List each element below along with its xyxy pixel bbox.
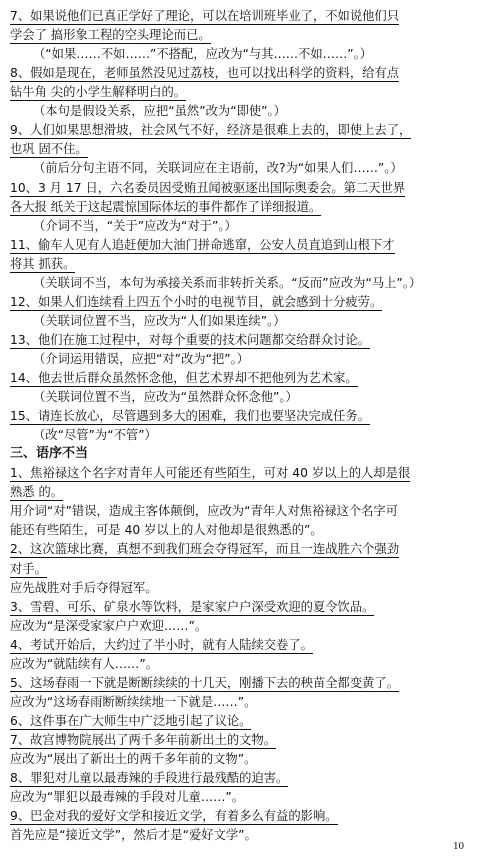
underlined-sentence: 13、他们在施工过程中，对每个重要的技术问题都交给群众讨论。	[10, 332, 370, 347]
underlined-sentence: 15、请连长放心，尽管遇到多大的困难，我们也要坚决完成任务。	[10, 409, 370, 424]
text-line	[10, 749, 478, 769]
text-line	[33, 273, 478, 293]
underlined-sentence: 1、焦裕禄这个名字对青年人可能还有些陌生，可对 40 岁以上的人却是很	[10, 466, 411, 481]
underlined-sentence: 学会了 搞形象工程的空头理论而已。	[10, 28, 211, 43]
text-line	[10, 330, 478, 350]
text-line	[10, 139, 478, 159]
text-line	[10, 406, 478, 426]
line-text: （本句是假设关系，应把“虽然”改为“即使”。）	[33, 104, 286, 119]
underlined-sentence: 将其 抓获。	[10, 256, 76, 271]
text-line	[10, 178, 478, 198]
underlined-sentence: 熟悉 的。	[10, 485, 64, 500]
underlined-sentence: 12、如果人们连续看上四五个小时的电视节目，就会感到十分疲劳。	[10, 294, 383, 309]
text-line	[10, 597, 478, 617]
text-line	[10, 235, 478, 255]
text-line	[10, 501, 478, 521]
text-line	[10, 292, 478, 312]
text-line	[10, 787, 478, 807]
text-line	[10, 368, 478, 388]
underlined-sentence: 5、这场春雨一下就是断断续续的十几天，刚播下去的秧苗全都变黄了。	[10, 675, 400, 690]
underlined-sentence: 2、这次篮球比赛，真想不到我们班会夺得冠军，而且一连战胜六个强劲	[10, 542, 400, 557]
underlined-sentence: 6、这件事在广大师生中广泛地引起了议论。	[10, 713, 252, 728]
underlined-sentence: 9、巴金对我的爱好文学和接近文学，有着多么有益的影响。	[10, 809, 338, 824]
line-text: （前后分句主语不同，关联词应在主语前，改?为“如果人们……”。）	[33, 161, 403, 176]
underlined-sentence: 3、雪碧、可乐、矿泉水等饮料，是家家户户深受欢迎的夏令饮品。	[10, 599, 375, 614]
underlined-sentence: 8、罪犯对儿童以最毒辣的手段进行最残酷的迫害。	[10, 771, 289, 785]
line-text: 三、语序不当	[10, 446, 89, 462]
text-line	[10, 673, 478, 693]
text-line	[10, 692, 478, 712]
text-line	[33, 387, 478, 407]
line-text: （“如果……不如……”不搭配，应改为“与其……不如……”。）	[33, 47, 373, 62]
underlined-sentence: 钻牛角 尖的小学生解释明白的。	[10, 85, 187, 100]
line-text: （关联词不当，本句为承接关系而非转折关系。“反而”应改为“马上”。）	[33, 275, 422, 290]
line-text: （关联词位置不当，应改为“人们如果连续”。）	[33, 313, 286, 328]
line-text: 用介词“对”错误，造成主客体颠倒，应改为“青年人对焦裕禄这个名字可	[10, 504, 399, 519]
line-text: 应改为“展出了新出土的两千多年前的文物”。	[10, 752, 257, 766]
underlined-sentence: 4、考试开始后，大约过了半小时，就有人陆续交卷了。	[10, 637, 313, 652]
text-line	[10, 82, 478, 102]
underlined-sentence: 对手。	[10, 561, 47, 576]
text-line	[10, 197, 478, 217]
line-text: 能还有些陌生，可是 40 岁以上的人对他却是很熟悉的”。	[10, 523, 323, 538]
line-text: 应先战胜对手后夺得冠军。	[10, 580, 158, 595]
line-text: 应改为“是深受家家户户欢迎……”。	[10, 618, 208, 633]
underlined-sentence: 也巩 固不住。	[10, 142, 88, 157]
text-line	[33, 425, 478, 445]
underlined-sentence: 各大报 纸关于这起震惊国际体坛的事件都作了详细报道。	[10, 199, 322, 214]
text-line	[10, 482, 478, 502]
underlined-sentence: 9、人们如果思想滑坡，社会风气不好，经济是很难上去的，即使上去了，	[10, 123, 412, 138]
text-line	[33, 349, 478, 369]
line-text: 首先应是“接近文学”，然后才是“爱好文学”。	[10, 828, 257, 843]
line-text: （关联词位置不当，应改为“虽然群众怀念他”。）	[33, 390, 298, 404]
text-line	[10, 711, 478, 731]
text-line	[10, 63, 478, 83]
text-line	[10, 635, 478, 655]
text-line	[33, 311, 478, 331]
line-text: 应改为“这场春雨断断续续地一下就是……”。	[10, 694, 257, 709]
underlined-sentence: 14、他去世后群众虽然怀念他，但艺术界却不把他列为艺术家。	[10, 370, 358, 385]
text-line	[10, 730, 478, 750]
underlined-sentence: 10、3 月 17 日，六名委员因受贿丑闻被驱逐出国际奥委会。第二天世界	[10, 180, 406, 195]
line-text: （介词运用错误，应把“对”改为“把”。）	[33, 351, 250, 366]
underlined-sentence: 11、偷车人见有人追赶便加大油门拼命逃窜，公安人员直追到山根下才	[10, 237, 395, 252]
section-heading	[10, 444, 478, 464]
text-line	[10, 616, 478, 636]
underlined-sentence: 7、故宫博物院展出了两千多年前新出土的文物。	[10, 732, 277, 747]
line-text: （介词不当，“关于”应改为“对于”。）	[33, 218, 237, 233]
line-text: 应改为“罪犯以最毒辣的手段对儿童……”。	[10, 790, 245, 805]
text-line	[10, 654, 478, 674]
line-text: 应改为“就陆续有人……”。	[10, 656, 159, 671]
text-line	[10, 539, 478, 559]
text-line	[33, 158, 478, 178]
text-line	[10, 6, 478, 26]
text-line	[10, 520, 478, 540]
page-number: 10	[453, 840, 464, 852]
underlined-sentence: 8、假如是现在，老师虽然没见过荔枝，也可以找出科学的资料，给有点	[10, 66, 400, 81]
text-line	[10, 806, 478, 826]
text-line	[10, 559, 478, 579]
text-line	[10, 463, 478, 483]
text-line	[10, 768, 478, 788]
underlined-sentence: 7、如果说他们已真正学好了理论，可以在培训班毕业了，不如说他们只	[10, 9, 400, 23]
text-line	[33, 216, 478, 236]
line-text: （改“尽管”为“不管”）	[33, 428, 157, 443]
text-line	[10, 254, 478, 274]
text-line	[10, 578, 478, 598]
text-line	[10, 120, 478, 140]
text-line	[33, 101, 478, 121]
text-line	[10, 825, 478, 845]
text-line	[33, 44, 478, 64]
text-line	[10, 25, 478, 45]
